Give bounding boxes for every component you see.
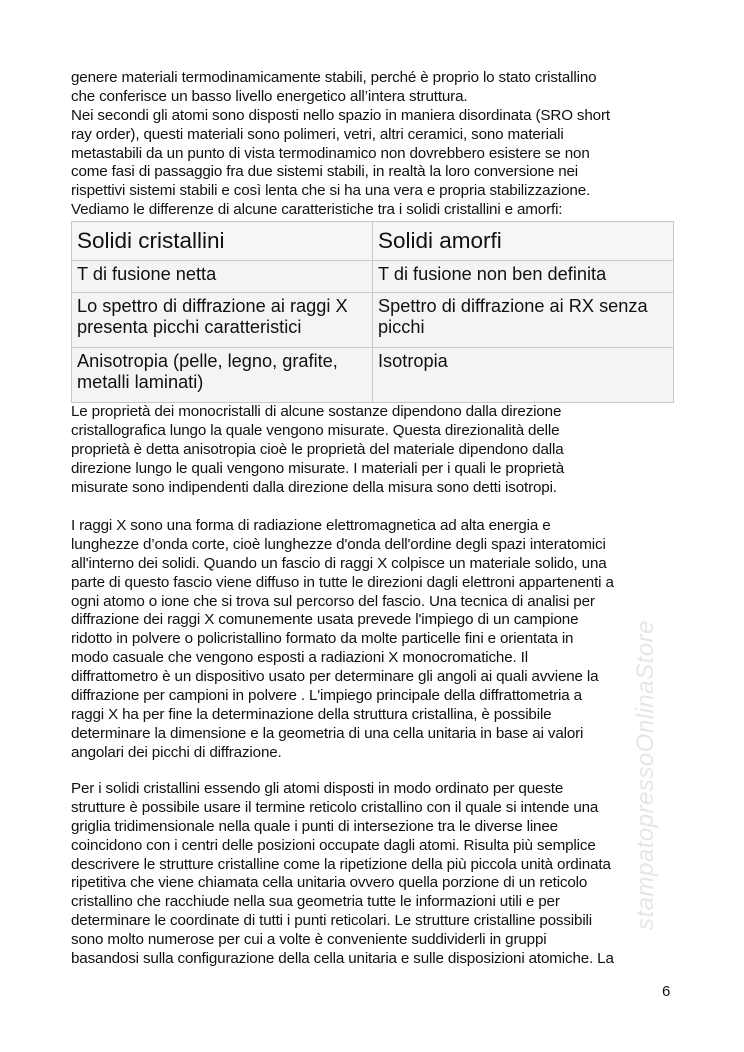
text-line: basandosi sulla configurazione della cella unitaria e sulle disposizioni atomiche. La (71, 950, 614, 968)
text-line: misurate sono indipendenti dalla direzione della misura sono detti isotropi. (71, 478, 557, 496)
table-cell: T di fusione netta (72, 261, 373, 293)
text-line: descrivere le strutture cristalline come la ripetizione della più piccola unità ordinata (71, 855, 611, 873)
text-line: griglia tridimensionale nella quale i punti di intersezione tra le diverse linee (71, 817, 558, 835)
table-cell: Spettro di diffrazione ai RX senza picchi (373, 293, 674, 348)
text-line: angolari dei picchi di diffrazione. (71, 743, 282, 761)
page-number: 6 (662, 983, 671, 1000)
text-line: cristallografica lungo la quale vengono misurate. Questa direzionalità delle (71, 421, 560, 439)
text-line: raggi X ha per fine la determinazione della struttura cristallina, è possibile (71, 705, 552, 723)
text-line: ray order), questi materiali sono polimeri, vetri, altri ceramici, sono materiali (71, 125, 564, 143)
table-cell: Anisotropia (pelle, legno, grafite, metalli laminati) (72, 348, 373, 403)
text-line: lunghezze d’onda corte, cioè lunghezze d'onda dell'ordine degli spazi interatomici (71, 535, 606, 553)
text-line: parte di questo fascio viene diffuso in tutte le direzioni dagli elettroni appartenenti a (71, 573, 614, 591)
text-line: ridotto in polvere o policristallino formato da molte particelle fini e orientata in (71, 630, 574, 648)
text-line: metastabili da un punto di vista termodinamico non dovrebbero esistere se non (71, 144, 590, 162)
table-row (72, 261, 674, 293)
text-line: I raggi X sono una forma di radiazione elettromagnetica ad alta energia e (71, 517, 551, 534)
table-row (72, 293, 674, 348)
text-line: genere materiali termodinamicamente stabili, perché è proprio lo stato cristallino (71, 69, 597, 86)
comparison-table (71, 221, 674, 403)
watermark: stampatopressoOnlinaStore (632, 620, 659, 930)
intro-paragraph (71, 69, 681, 220)
table-cell: Lo spettro di diffrazione ai raggi X presenta picchi caratteristici (72, 293, 373, 348)
crystal-lattice-paragraph (71, 780, 681, 969)
text-line: determinare la dimensione e la geometria di una cella unitaria in base ai valori (71, 724, 584, 742)
text-line: determinare le coordinate di tutti i punti reticolari. Le strutture cristalline possibili (71, 912, 592, 930)
text-line: modo casuale che vengono esposti a radiazioni X monocromatiche. Il (71, 649, 528, 667)
text-line: come fasi di passaggio fra due sistemi stabili, in realtà la loro conversione nei (71, 163, 579, 181)
text-line: Nei secondi gli atomi sono disposti nello spazio in maniera disordinata (SRO short (71, 106, 610, 124)
table-header-cell: Solidi amorfi (373, 222, 674, 261)
text-line: coincidono con i centri delle posizioni occupate dagli atomi. Risulta più semplice (71, 836, 596, 854)
anisotropy-paragraph (71, 403, 681, 497)
text-line: ogni atomo o ione che si trova sul percorso del fascio. Una tecnica di analisi per (71, 592, 595, 610)
text-line: cristallino che racchiude nella sua geometria tutte le informazioni utili e per (71, 893, 560, 911)
table-header-row (72, 222, 674, 261)
text-line: diffrazione per campioni in polvere . L'impiego principale della diffrattometria a (71, 687, 582, 705)
text-line: Vediamo le differenze di alcune caratteristiche tra i solidi cristallini e amorfi: (71, 201, 563, 219)
table-row (72, 348, 674, 403)
text-line: strutture è possibile usare il termine reticolo cristallino con il quale si intende una (71, 798, 599, 816)
table-cell: Isotropia (373, 348, 674, 403)
text-line: Le proprietà dei monocristalli di alcune sostanze dipendono dalla direzione (71, 403, 562, 420)
text-line: rispettivi sistemi stabili e così lenta che si ha una vera e propria stabilizzazione. (71, 182, 591, 200)
text-line: direzione lungo le quali vengono misurate. I materiali per i quali le proprietà (71, 459, 565, 477)
text-line: sono molto numerose per cui a volte è conveniente suddividerli in gruppi (71, 931, 547, 949)
text-line: diffrazione dei raggi X comunemente usata prevede l'impiego di un campione (71, 611, 579, 629)
text-line: proprietà è detta anisotropia cioè le proprietà del materiale dipendono dalla (71, 440, 564, 458)
text-line: Per i solidi cristallini essendo gli atomi disposti in modo ordinato per queste (71, 780, 564, 797)
text-line: diffrattometro è un dispositivo usato per determinare gli angoli ai quali avviene la (71, 668, 599, 686)
table-header-cell: Solidi cristallini (72, 222, 373, 261)
text-line: che conferisce un basso livello energetico all’intera struttura. (71, 87, 468, 105)
text-line: ripetitiva che viene chiamata cella unitaria ovvero quella porzione di un reticolo (71, 874, 588, 892)
text-line: all'interno dei solidi. Quando un fascio di raggi X colpisce un materiale solido, una (71, 554, 607, 572)
table-cell: T di fusione non ben definita (373, 261, 674, 293)
xray-paragraph (71, 517, 681, 763)
